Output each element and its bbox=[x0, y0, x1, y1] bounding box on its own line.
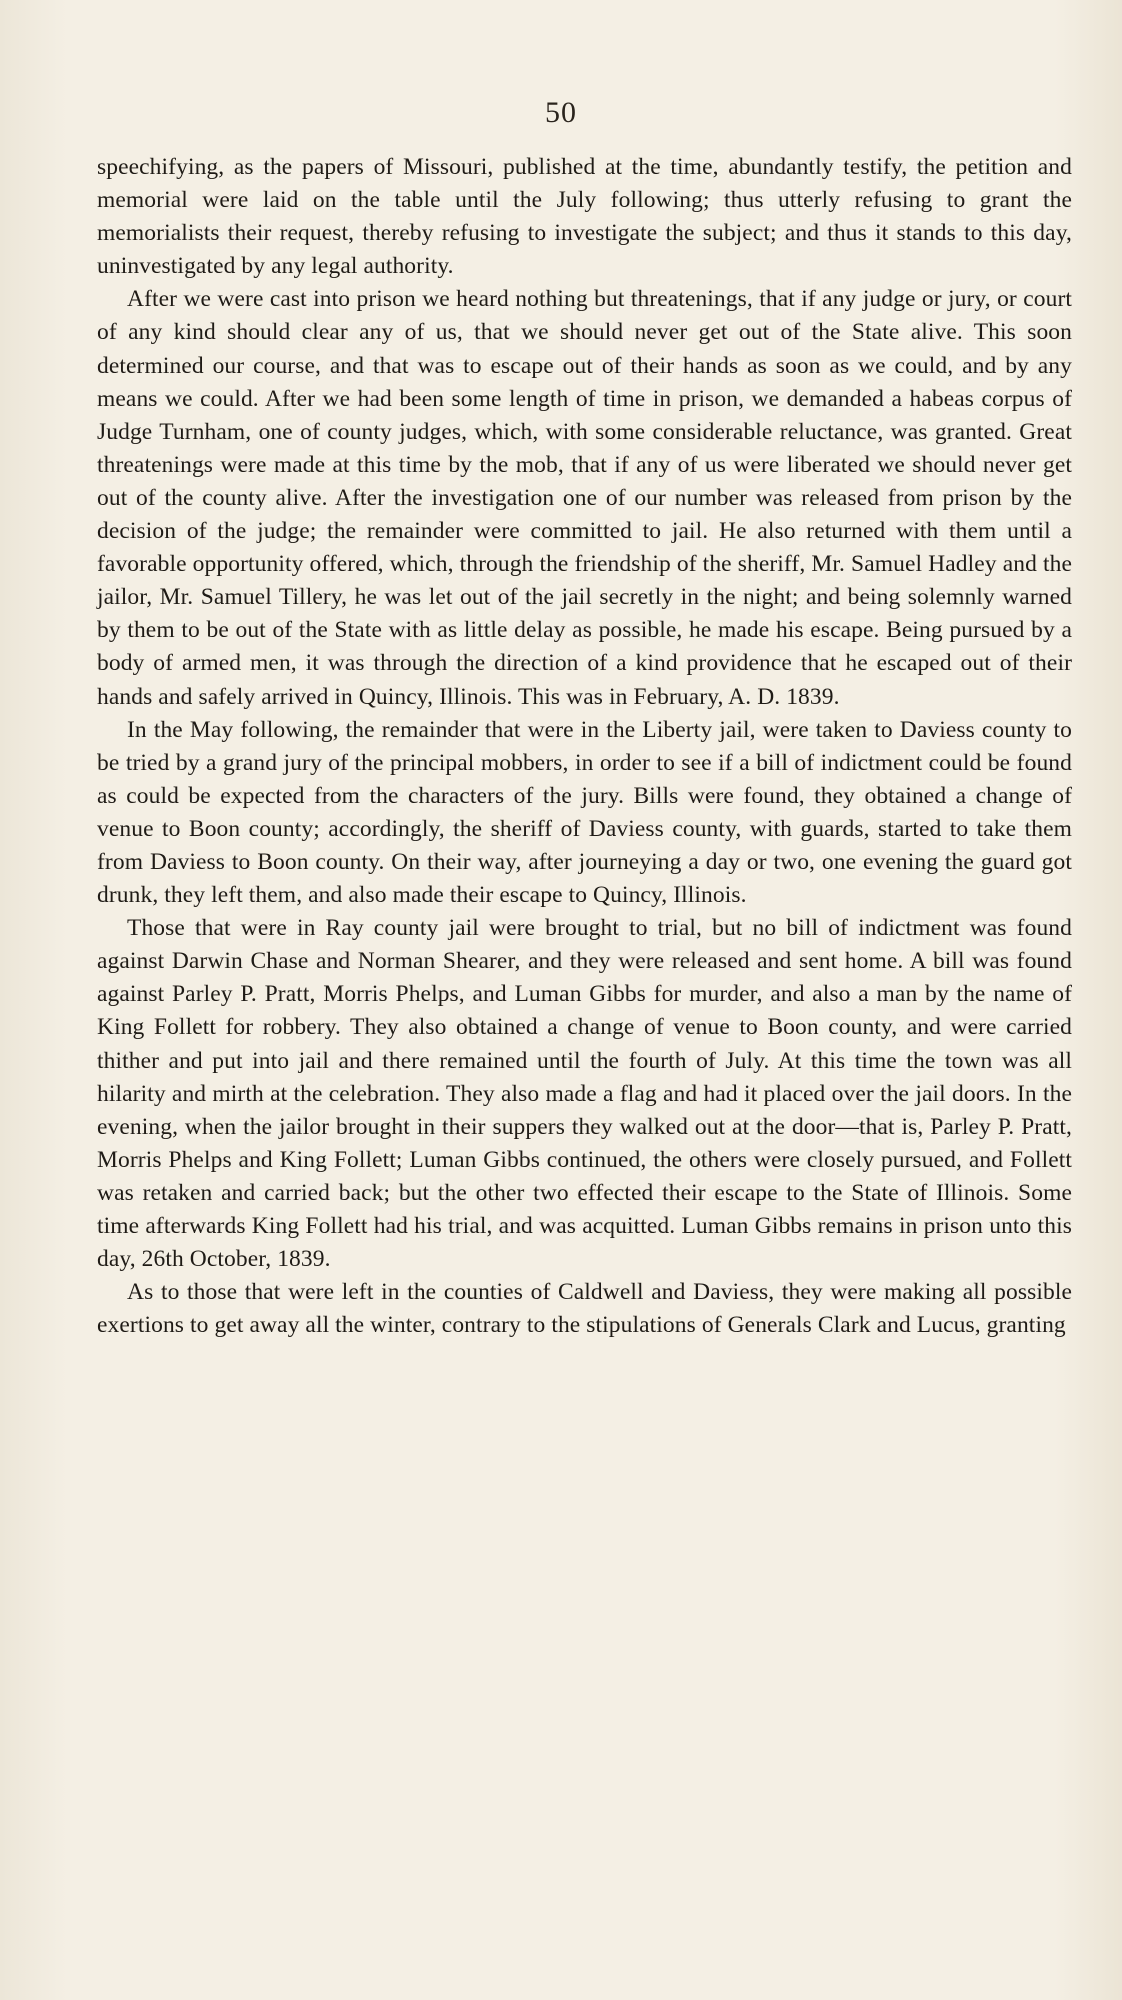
paragraph-3: In the May following, the remainder that were in the Liberty jail, were taken to Daviess county to be tried by a grand jury of the principal mobbers, in order to see if a bill of indictment could be found as could be expected from the characters of the jury. Bills were found, they obtained a change of venue to Boon county; accordingly, the sheriff of Daviess county, with guards, started to take them from Daviess to Boon county. On their way, after journeying a day or two, one evening the guard got drunk, they left them, and also made their escape to Quincy, Illinois. bbox=[97, 716, 1072, 909]
body-text bbox=[97, 151, 1072, 1342]
paragraph-2: After we were cast into prison we heard nothing but threatenings, that if any judge or jury, or court of any kind should clear any of us, that we should never get out of the State alive. This soon determined our course, and that was to escape out of their hands as soon as we could, and by any means we could. After we had been some length of time in prison, we demanded a habeas corpus of Judge Turnham, one of county judges, which, with some considerable reluctance, was granted. Great threatenings were made at this time by the mob, that if any of us were liberated we should never get out of the county alive. After the investigation one of our number was released from prison by the decision of the judge; the remainder were committed to jail. He also returned with them until a favorable opportunity offered, which, through the friendship of the sheriff, Mr. Samuel Hadley and the jailor, Mr. Samuel Tillery, he was let out of the jail secretly in the night; and being solemnly warned by them to be out of the State with as little delay as possible, he made his escape. Being pursued by a body of armed men, it was through the direction of a kind providence that he escaped out of their hands and safely arrived in Quincy, Illinois. This was in February, A. D. 1839. bbox=[97, 286, 1072, 710]
paragraph-1: speechifying, as the papers of Missouri, published at the time, abundantly testify, the petition and memorial were laid on the table until the July following; thus utterly refusing to grant the memorialists their request, thereby refusing to investigate the subject; and thus it stands to this day, uninvestigated by any legal authority. bbox=[97, 154, 1072, 280]
page-number: 50 bbox=[545, 96, 577, 129]
paragraph-5: As to those that were left in the counties of Caldwell and Daviess, they were making all possible exertions to get away all the winter, contrary to the stipulations of Generals Clark and Lucus, granting bbox=[97, 1279, 1072, 1339]
paragraph-4: Those that were in Ray county jail were brought to trial, but no bill of indictment was found against Darwin Chase and Norman Shearer, and they were released and sent home. A bill was found against Parley P. Pratt, Morris Phelps, and Luman Gibbs for murder, and also a man by the name of King Follett for robbery. They also obtained a change of venue to Boon county, and were carried thither and put into jail and there remained until the fourth of July. At this time the town was all hilarity and mirth at the celebration. They also made a flag and had it placed over the jail doors. In the evening, when the jailor brought in their suppers they walked out at the door—that is, Parley P. Pratt, Morris Phelps and King Follett; Luman Gibbs continued, the others were closely pursued, and Follett was retaken and carried back; but the other two effected their escape to the State of Illinois. Some time afterwards King Follett had his trial, and was acquitted. Luman Gibbs remains in prison unto this day, 26th October, 1839. bbox=[97, 915, 1072, 1273]
